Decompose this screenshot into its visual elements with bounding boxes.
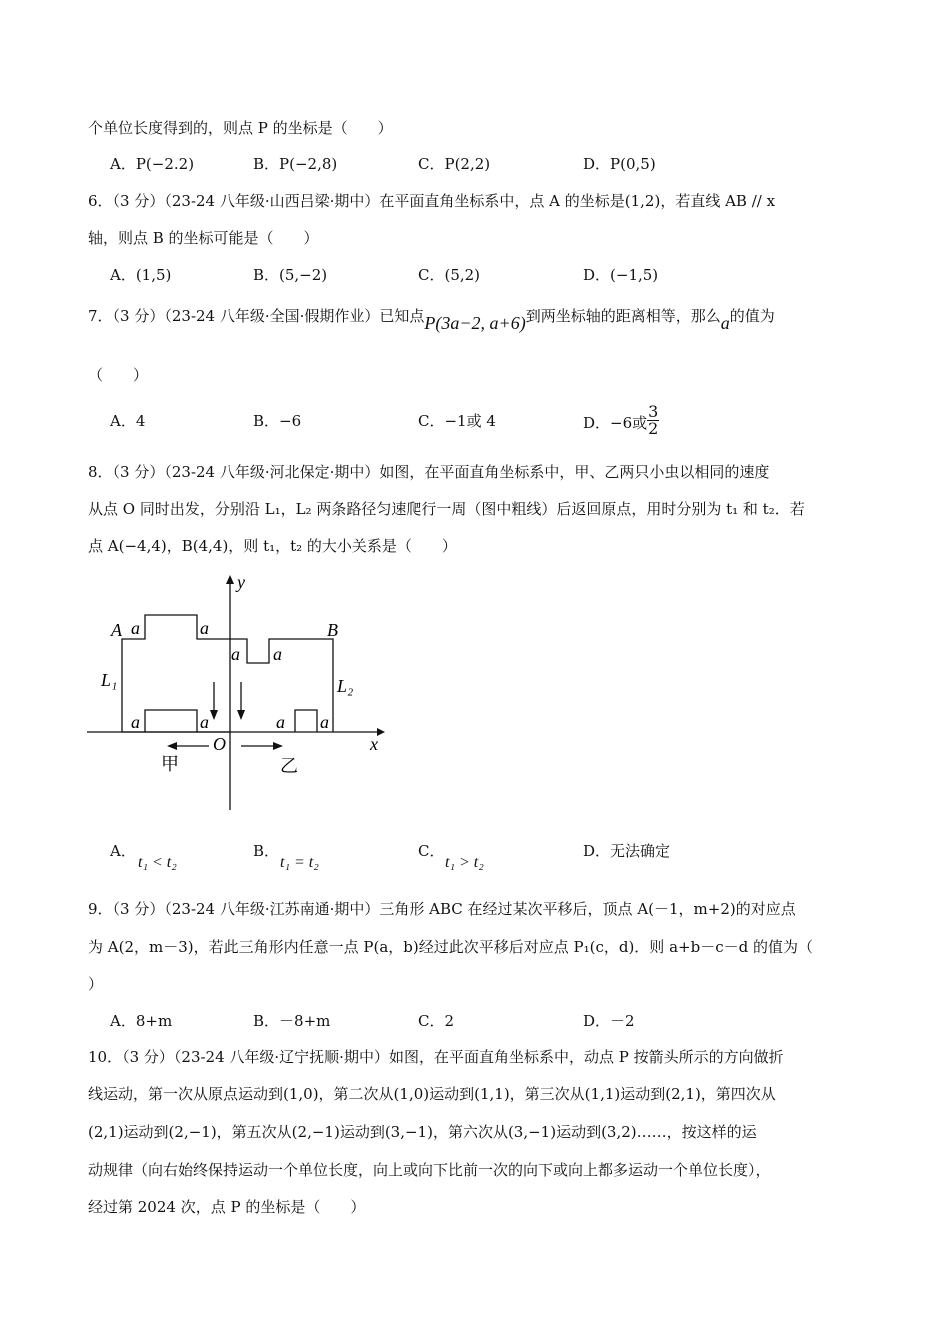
point-b-label: B — [327, 620, 338, 640]
q5-stem-tail: 个单位长度得到的，则点 P 的坐标是（ ） — [88, 119, 393, 137]
q7-point: P(3a−2, a+6) — [424, 313, 526, 333]
q7-frac-numerator: 3 — [648, 402, 659, 421]
q9-option-c: C．2 — [418, 1012, 455, 1030]
q6-option-a: A．(1,5) — [110, 266, 172, 284]
q9-option-b: B．－8+m — [253, 1012, 331, 1030]
origin-label: O — [213, 734, 226, 754]
path-l1-bump — [145, 710, 197, 732]
arrow-right-icon — [273, 742, 283, 750]
q10-line-4: 动规律（向右始终保持运动一个单位长度，向上或向下比前一次的向下或向上都多运动一个单位长度）， — [88, 1161, 771, 1179]
q5-option-c: C．P(2,2) — [418, 155, 491, 173]
q9-line-2: 为 A(2，m－3)，若此三角形内任意一点 P(a，b)经过此次平移后对应点 P₁(c，d)．则 a+b－c－d 的值为（ — [88, 938, 813, 956]
q8-option-a: A． — [110, 842, 136, 860]
q8-option-d: D．无法确定 — [583, 842, 671, 860]
q10-line-2: 线运动，第一次从原点运动到(1,0)，第二次从(1,0)运动到(1,1)，第三次从(1,1)运动到(2,1)，第四次从 — [88, 1085, 776, 1103]
l2-label: L₂ — [337, 676, 354, 696]
q8-option-b: B． — [253, 842, 280, 860]
q9-line-1: 9．（3 分）（23-24 八年级·江苏南通·期中）三角形 ABC 在经过某次平移后，顶点 A(－1，m+2)的对应点 — [88, 900, 796, 918]
q7-option-b: B．−6 — [253, 412, 302, 430]
segment-a-label: a — [131, 618, 140, 638]
segment-a-label: a — [200, 712, 209, 732]
q8-option-a-math: t₁ < t₂ — [138, 854, 177, 871]
yi-label: 乙 — [280, 756, 298, 776]
q7-option-c: C．−1或 4 — [418, 412, 496, 430]
q10-line-5: 经过第 2024 次，点 P 的坐标是（ ） — [88, 1198, 366, 1216]
q6-line-1: 6．（3 分）（23-24 八年级·山西吕梁·期中）在平面直角坐标系中，点 A 的坐标是(1,2)，若直线 AB // x — [88, 192, 776, 210]
q8-option-b-math: t₁ = t₂ — [280, 854, 319, 871]
q6-option-b: B．(5,−2) — [253, 266, 328, 284]
path-l2-bump — [295, 710, 317, 732]
point-a-label: A — [111, 620, 122, 640]
segment-a-label: a — [276, 712, 285, 732]
q7-stem-start: 7．（3 分）（23-24 八年级·全国·假期作业）已知点 — [88, 307, 425, 325]
x-axis-arrow-icon — [377, 728, 385, 736]
y-axis-arrow-icon — [226, 575, 234, 584]
q6-option-c: C．(5,2) — [418, 266, 481, 284]
q7-line-1 — [88, 304, 775, 333]
q8-line-3: 点 A(−4,4)，B(4,4)，则 t₁，t₂ 的大小关系是（ ） — [88, 537, 457, 555]
segment-a-label: a — [231, 644, 240, 664]
q7-frac-denominator: 2 — [648, 419, 659, 438]
jia-label: 甲 — [161, 754, 179, 774]
q7-stem-end: 的值为 — [729, 307, 775, 325]
q9-line-3: ） — [88, 975, 104, 993]
arrow-left-icon — [167, 742, 177, 750]
q7-variable: a — [720, 313, 730, 333]
q7-option-a: A．4 — [110, 412, 146, 430]
q7-option-d — [583, 404, 659, 437]
q5-option-a: A．P(−2.2) — [110, 155, 195, 173]
q7-paren: （ ） — [88, 366, 149, 384]
arrow-down-icon — [237, 710, 245, 720]
segment-a-label: a — [200, 618, 209, 638]
arrow-down-icon — [210, 710, 218, 720]
q8-option-c-math: t₁ > t₂ — [445, 854, 484, 871]
q5-option-d: D．P(0,5) — [583, 155, 656, 173]
q6-line-2: 轴，则点 B 的坐标可能是（ ） — [88, 229, 319, 247]
segment-a-label: a — [131, 712, 140, 732]
q5-option-b: B．P(−2,8) — [253, 155, 338, 173]
q8-line-2: 从点 O 同时出发，分别沿 L₁，L₂ 两条路径匀速爬行一周（图中粗线）后返回原点，用时分别为 t₁ 和 t₂．若 — [88, 500, 805, 518]
x-axis-label: x — [370, 734, 378, 754]
q10-line-1: 10．（3 分）（23-24 八年级·辽宁抚顺·期中）如图，在平面直角坐标系中，动点 P 按箭头所示的方向做折 — [88, 1048, 784, 1066]
l1-label: L₁ — [101, 670, 118, 690]
q9-option-a: A．8+m — [110, 1012, 173, 1030]
y-axis-label: y — [237, 572, 245, 592]
q6-option-d: D．(−1,5) — [583, 266, 659, 284]
q7-stem-mid: 到两坐标轴的距离相等，那么 — [525, 307, 721, 325]
q8-path-figure — [85, 570, 395, 815]
q7-option-d-fraction — [647, 404, 659, 437]
q7-option-d-label: D．−6或 — [583, 413, 648, 432]
segment-a-label: a — [273, 644, 282, 664]
q8-line-1: 8．（3 分）（23-24 八年级·河北保定·期中）如图，在平面直角坐标系中，甲、乙两只小虫以相同的速度 — [88, 463, 770, 481]
q9-option-d: D．－2 — [583, 1012, 635, 1030]
q8-option-c: C． — [418, 842, 445, 860]
q10-line-3: (2,1)运动到(2,−1)，第五次从(2,−1)运动到(3,−1)，第六次从(3,−1)运动到(3,2)……，按这样的运 — [88, 1123, 757, 1141]
segment-a-label: a — [320, 712, 329, 732]
